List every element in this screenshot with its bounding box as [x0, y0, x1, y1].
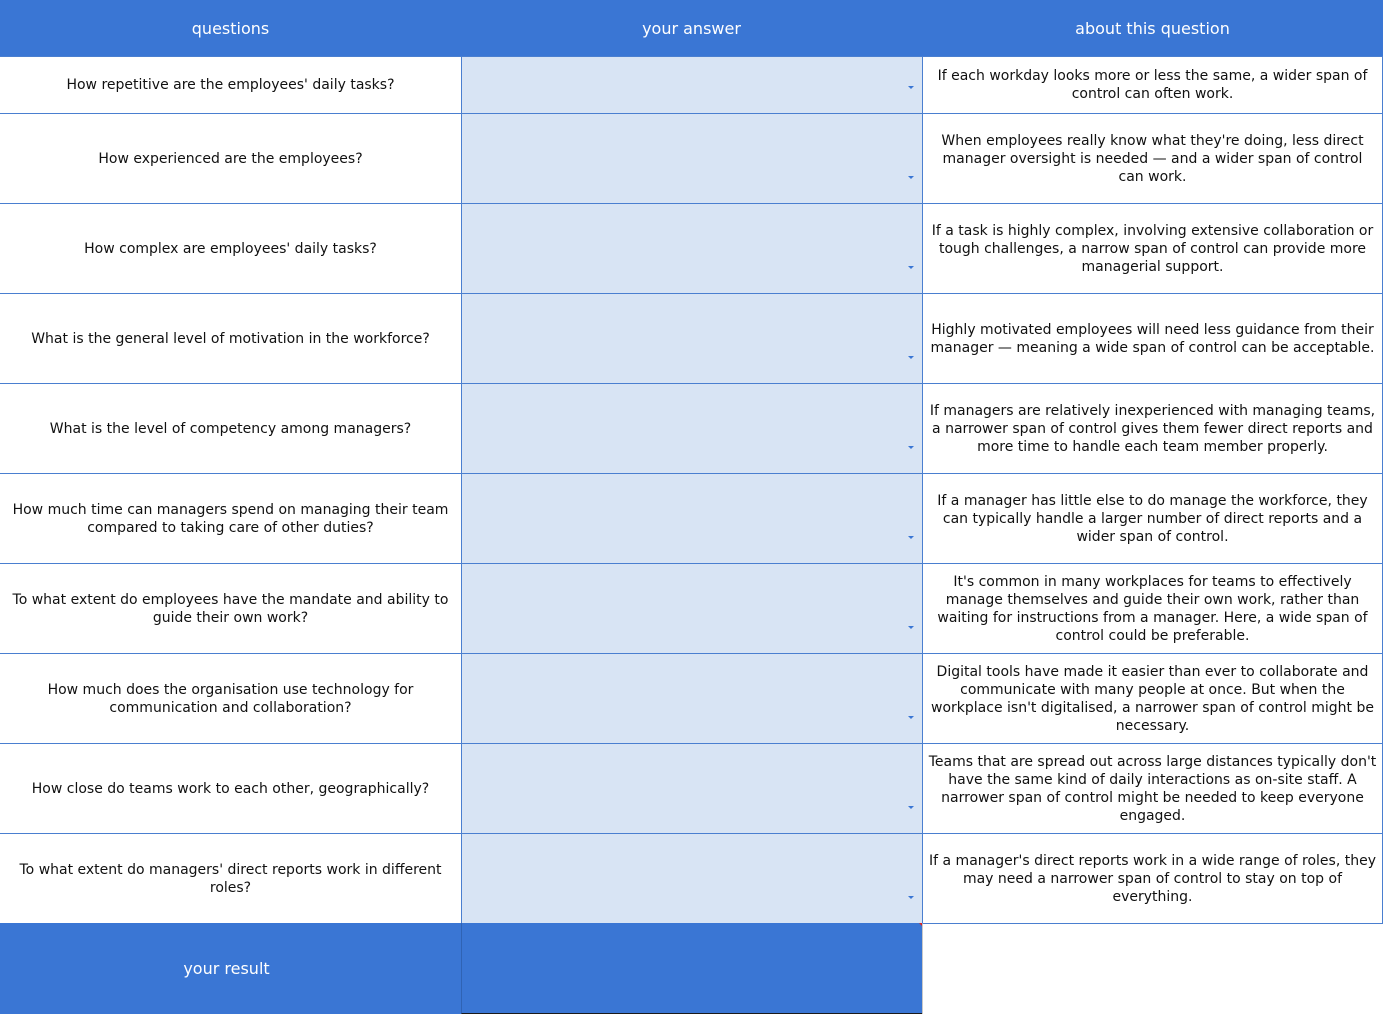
- about-cell: If a manager has little else to do manage the workforce, they can typically handle a larger number of direct reports and a wider span of control.: [922, 473, 1383, 563]
- answer-dropdown[interactable]: [461, 743, 922, 833]
- question-cell: How close do teams work to each other, geographically?: [0, 743, 461, 833]
- about-cell: Highly motivated employees will need less guidance from their manager — meaning a wide span of control can be acceptable.: [922, 293, 1383, 383]
- dropdown-arrow-icon[interactable]: [908, 536, 914, 539]
- question-row: [0, 473, 1383, 563]
- dropdown-arrow-icon[interactable]: [908, 716, 914, 719]
- header-your-answer: your answer: [461, 0, 922, 56]
- answer-dropdown[interactable]: [461, 563, 922, 653]
- answer-dropdown[interactable]: [461, 833, 922, 923]
- dropdown-arrow-icon[interactable]: [908, 266, 914, 269]
- about-cell: If managers are relatively inexperienced with managing teams, a narrower span of control gives them fewer direct reports and more time to handle each team member properly.: [922, 383, 1383, 473]
- answer-dropdown[interactable]: [461, 113, 922, 203]
- about-cell: Teams that are spread out across large distances typically don't have the same kind of daily interactions as on-site staff. A narrower span of control might be needed to keep everyone engaged.: [922, 743, 1383, 833]
- header-about-this-question: about this question: [922, 0, 1383, 56]
- result-label: your result: [0, 923, 461, 1014]
- question-cell: What is the general level of motivation in the workforce?: [0, 293, 461, 383]
- header-questions: questions: [0, 0, 461, 56]
- answer-dropdown[interactable]: [461, 203, 922, 293]
- dropdown-arrow-icon[interactable]: [908, 896, 914, 899]
- answer-dropdown[interactable]: [461, 473, 922, 563]
- question-cell: How complex are employees' daily tasks?: [0, 203, 461, 293]
- result-value-cell[interactable]: [461, 923, 923, 1014]
- dropdown-arrow-icon[interactable]: [908, 446, 914, 449]
- dropdown-arrow-icon[interactable]: [908, 176, 914, 179]
- about-cell: When employees really know what they're doing, less direct manager oversight is needed — and a wider span of control can work.: [922, 113, 1383, 203]
- question-cell: To what extent do employees have the mandate and ability to guide their own work?: [0, 563, 461, 653]
- question-row: [0, 653, 1383, 743]
- question-row: [0, 563, 1383, 653]
- question-row: [0, 383, 1383, 473]
- empty-cell[interactable]: [922, 923, 1383, 1014]
- dropdown-arrow-icon[interactable]: [908, 806, 914, 809]
- question-cell: How much time can managers spend on managing their team compared to taking care of other duties?: [0, 473, 461, 563]
- dropdown-arrow-icon[interactable]: [908, 356, 914, 359]
- question-cell: What is the level of competency among managers?: [0, 383, 461, 473]
- answer-dropdown[interactable]: [461, 293, 922, 383]
- about-cell: If a task is highly complex, involving extensive collaboration or tough challenges, a narrow span of control can provide more managerial support.: [922, 203, 1383, 293]
- about-cell: If a manager's direct reports work in a wide range of roles, they may need a narrower span of control to stay on top of everything.: [922, 833, 1383, 923]
- answer-dropdown[interactable]: [461, 56, 922, 113]
- about-cell: It's common in many workplaces for teams to effectively manage themselves and guide their own work, rather than waiting for instructions from a manager. Here, a wide span of control could be preferable.: [922, 563, 1383, 653]
- result-row: [0, 923, 1383, 1014]
- answer-dropdown[interactable]: [461, 383, 922, 473]
- question-cell: How repetitive are the employees' daily tasks?: [0, 56, 461, 113]
- dropdown-arrow-icon[interactable]: [908, 86, 914, 89]
- question-cell: How experienced are the employees?: [0, 113, 461, 203]
- question-row: [0, 203, 1383, 293]
- dropdown-arrow-icon[interactable]: [908, 626, 914, 629]
- about-cell: If each workday looks more or less the same, a wider span of control can often work.: [922, 56, 1383, 113]
- question-row: [0, 56, 1383, 113]
- about-cell: Digital tools have made it easier than ever to collaborate and communicate with many people at once. But when the workplace isn't digitalised, a narrower span of control might be necessary.: [922, 653, 1383, 743]
- answer-dropdown[interactable]: [461, 653, 922, 743]
- question-row: [0, 833, 1383, 923]
- question-row: [0, 293, 1383, 383]
- question-row: [0, 113, 1383, 203]
- question-row: [0, 743, 1383, 833]
- question-cell: How much does the organisation use technology for communication and collaboration?: [0, 653, 461, 743]
- question-cell: To what extent do managers' direct reports work in different roles?: [0, 833, 461, 923]
